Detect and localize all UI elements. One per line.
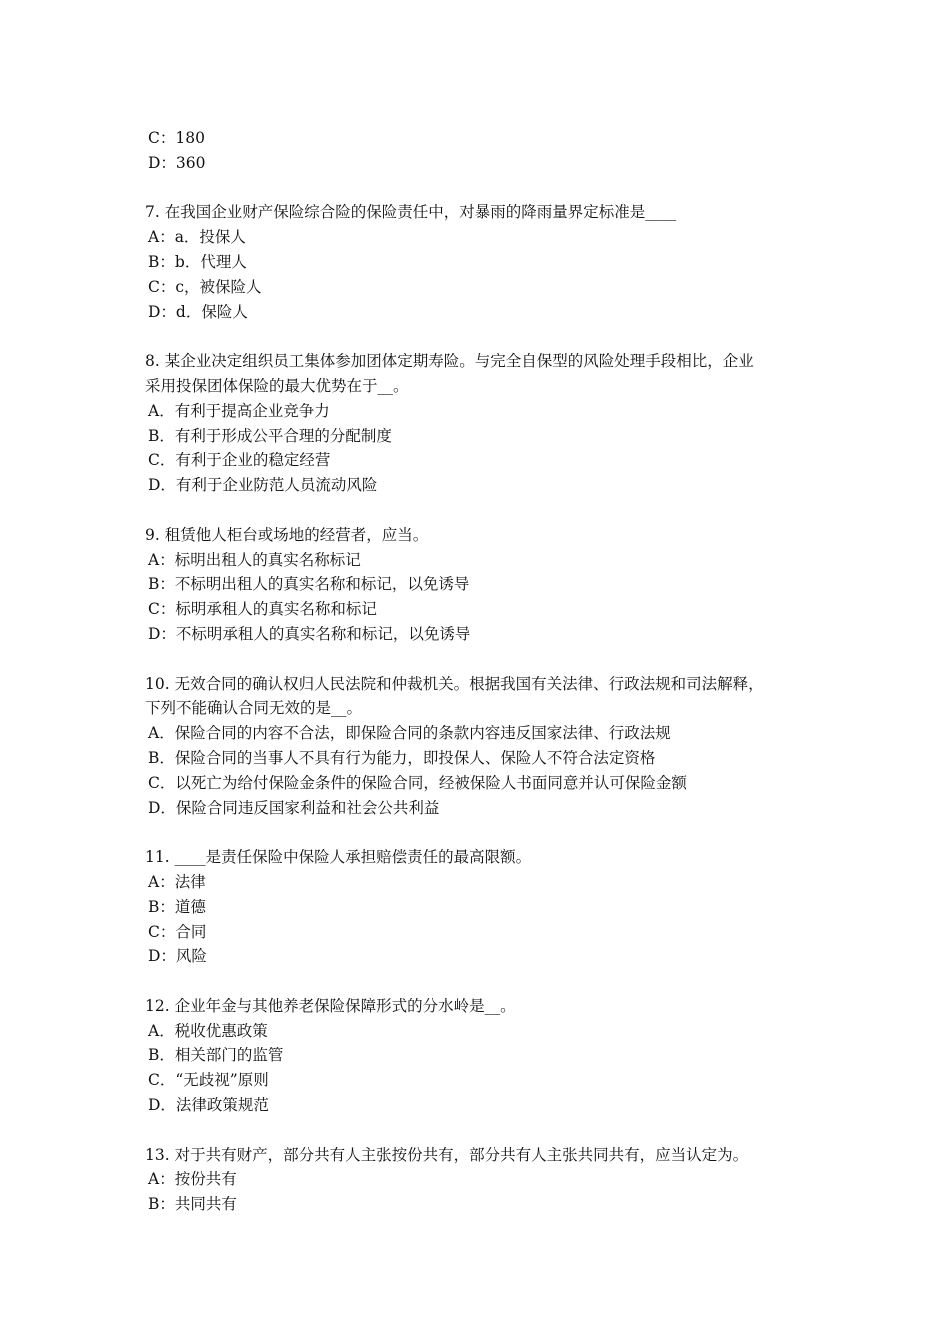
option-b: B．有利于形成公平合理的分配制度 — [148, 426, 392, 445]
question-13 — [145, 1143, 815, 1217]
option-a: A．有利于提高企业竞争力 — [148, 401, 330, 420]
option-c: C．有利于企业的稳定经营 — [148, 451, 331, 470]
option-d: D．保险合同违反国家利益和社会公共利益 — [148, 798, 440, 817]
spacer — [145, 820, 815, 845]
question-stem: 9. 租赁他人柜台或场地的经营者，应当。 — [145, 525, 429, 544]
option-b: B．相关部门的监管 — [148, 1046, 284, 1065]
spacer — [145, 324, 815, 349]
option-c: C：c，被保险人 — [148, 277, 262, 296]
question-stem-continued: 下列不能确认合同无效的是__。 — [145, 699, 363, 718]
option-line: C：180 — [148, 129, 205, 147]
spacer — [145, 1118, 815, 1143]
option-a: A：按份共有 — [148, 1170, 237, 1189]
question-stem: 8. 某企业决定组织员工集体参加团体定期寿险。与完全自保型的风险处理手段相比，企业 — [145, 352, 754, 371]
question-stem: 13. 对于共有财产，部分共有人主张按份共有，部分共有人主张共同共有，应当认定为。 — [145, 1145, 749, 1164]
spacer — [145, 498, 815, 523]
option-b: B：共同共有 — [148, 1195, 237, 1214]
question-stem: 12. 企业年金与其他养老保险保障形式的分水岭是__。 — [145, 996, 516, 1015]
option-b: B：道德 — [148, 897, 206, 916]
spacer — [145, 647, 815, 672]
question-7 — [145, 200, 815, 324]
option-c: C．以死亡为给付保险金条件的保险合同，经被保险人书面同意并认可保险金额 — [148, 773, 687, 792]
option-c: C：标明承租人的真实名称和标记 — [148, 600, 377, 619]
option-a: A：法律 — [148, 872, 206, 891]
question-11 — [145, 845, 815, 969]
option-a: A：标明出租人的真实名称标记 — [148, 550, 361, 569]
option-a: A．保险合同的内容不合法，即保险合同的条款内容违反国家法律、行政法规 — [148, 724, 671, 743]
option-d: D：d．保险人 — [148, 302, 248, 321]
option-d: D：风险 — [148, 947, 207, 966]
option-line: D：360 — [148, 153, 206, 172]
option-c: C：合同 — [148, 922, 207, 941]
question-list — [145, 126, 815, 1217]
option-d: D．有利于企业防范人员流动风险 — [148, 476, 378, 495]
question-12 — [145, 994, 815, 1118]
question-stem-continued: 采用投保团体保险的最大优势在于__。 — [145, 376, 409, 395]
option-b: B．保险合同的当事人不具有行为能力，即投保人、保险人不符合法定资格 — [148, 748, 656, 767]
question-stem: 11. ____是责任保险中保险人承担赔偿责任的最高限额。 — [145, 848, 532, 867]
option-c: C．“无歧视”原则 — [148, 1071, 269, 1090]
option-a: A．税收优惠政策 — [148, 1021, 268, 1040]
question-10 — [145, 672, 815, 821]
question-stem: 7. 在我国企业财产保险综合险的保险责任中，对暴雨的降雨量界定标准是____ — [145, 203, 677, 222]
option-d: D．法律政策规范 — [148, 1096, 269, 1115]
question-stem: 10. 无效合同的确认权归人民法院和仲裁机关。根据我国有关法律、行政法规和司法解释， — [145, 674, 764, 693]
question-9 — [145, 523, 815, 647]
spacer — [145, 969, 815, 994]
option-d: D：不标明承租人的真实名称和标记，以免诱导 — [148, 624, 471, 643]
spacer — [145, 176, 815, 201]
option-b: B：b．代理人 — [148, 252, 247, 271]
question-8 — [145, 349, 815, 498]
option-b: B：不标明出租人的真实名称和标记，以免诱导 — [148, 575, 470, 594]
option-a: A：a．投保人 — [148, 228, 246, 247]
